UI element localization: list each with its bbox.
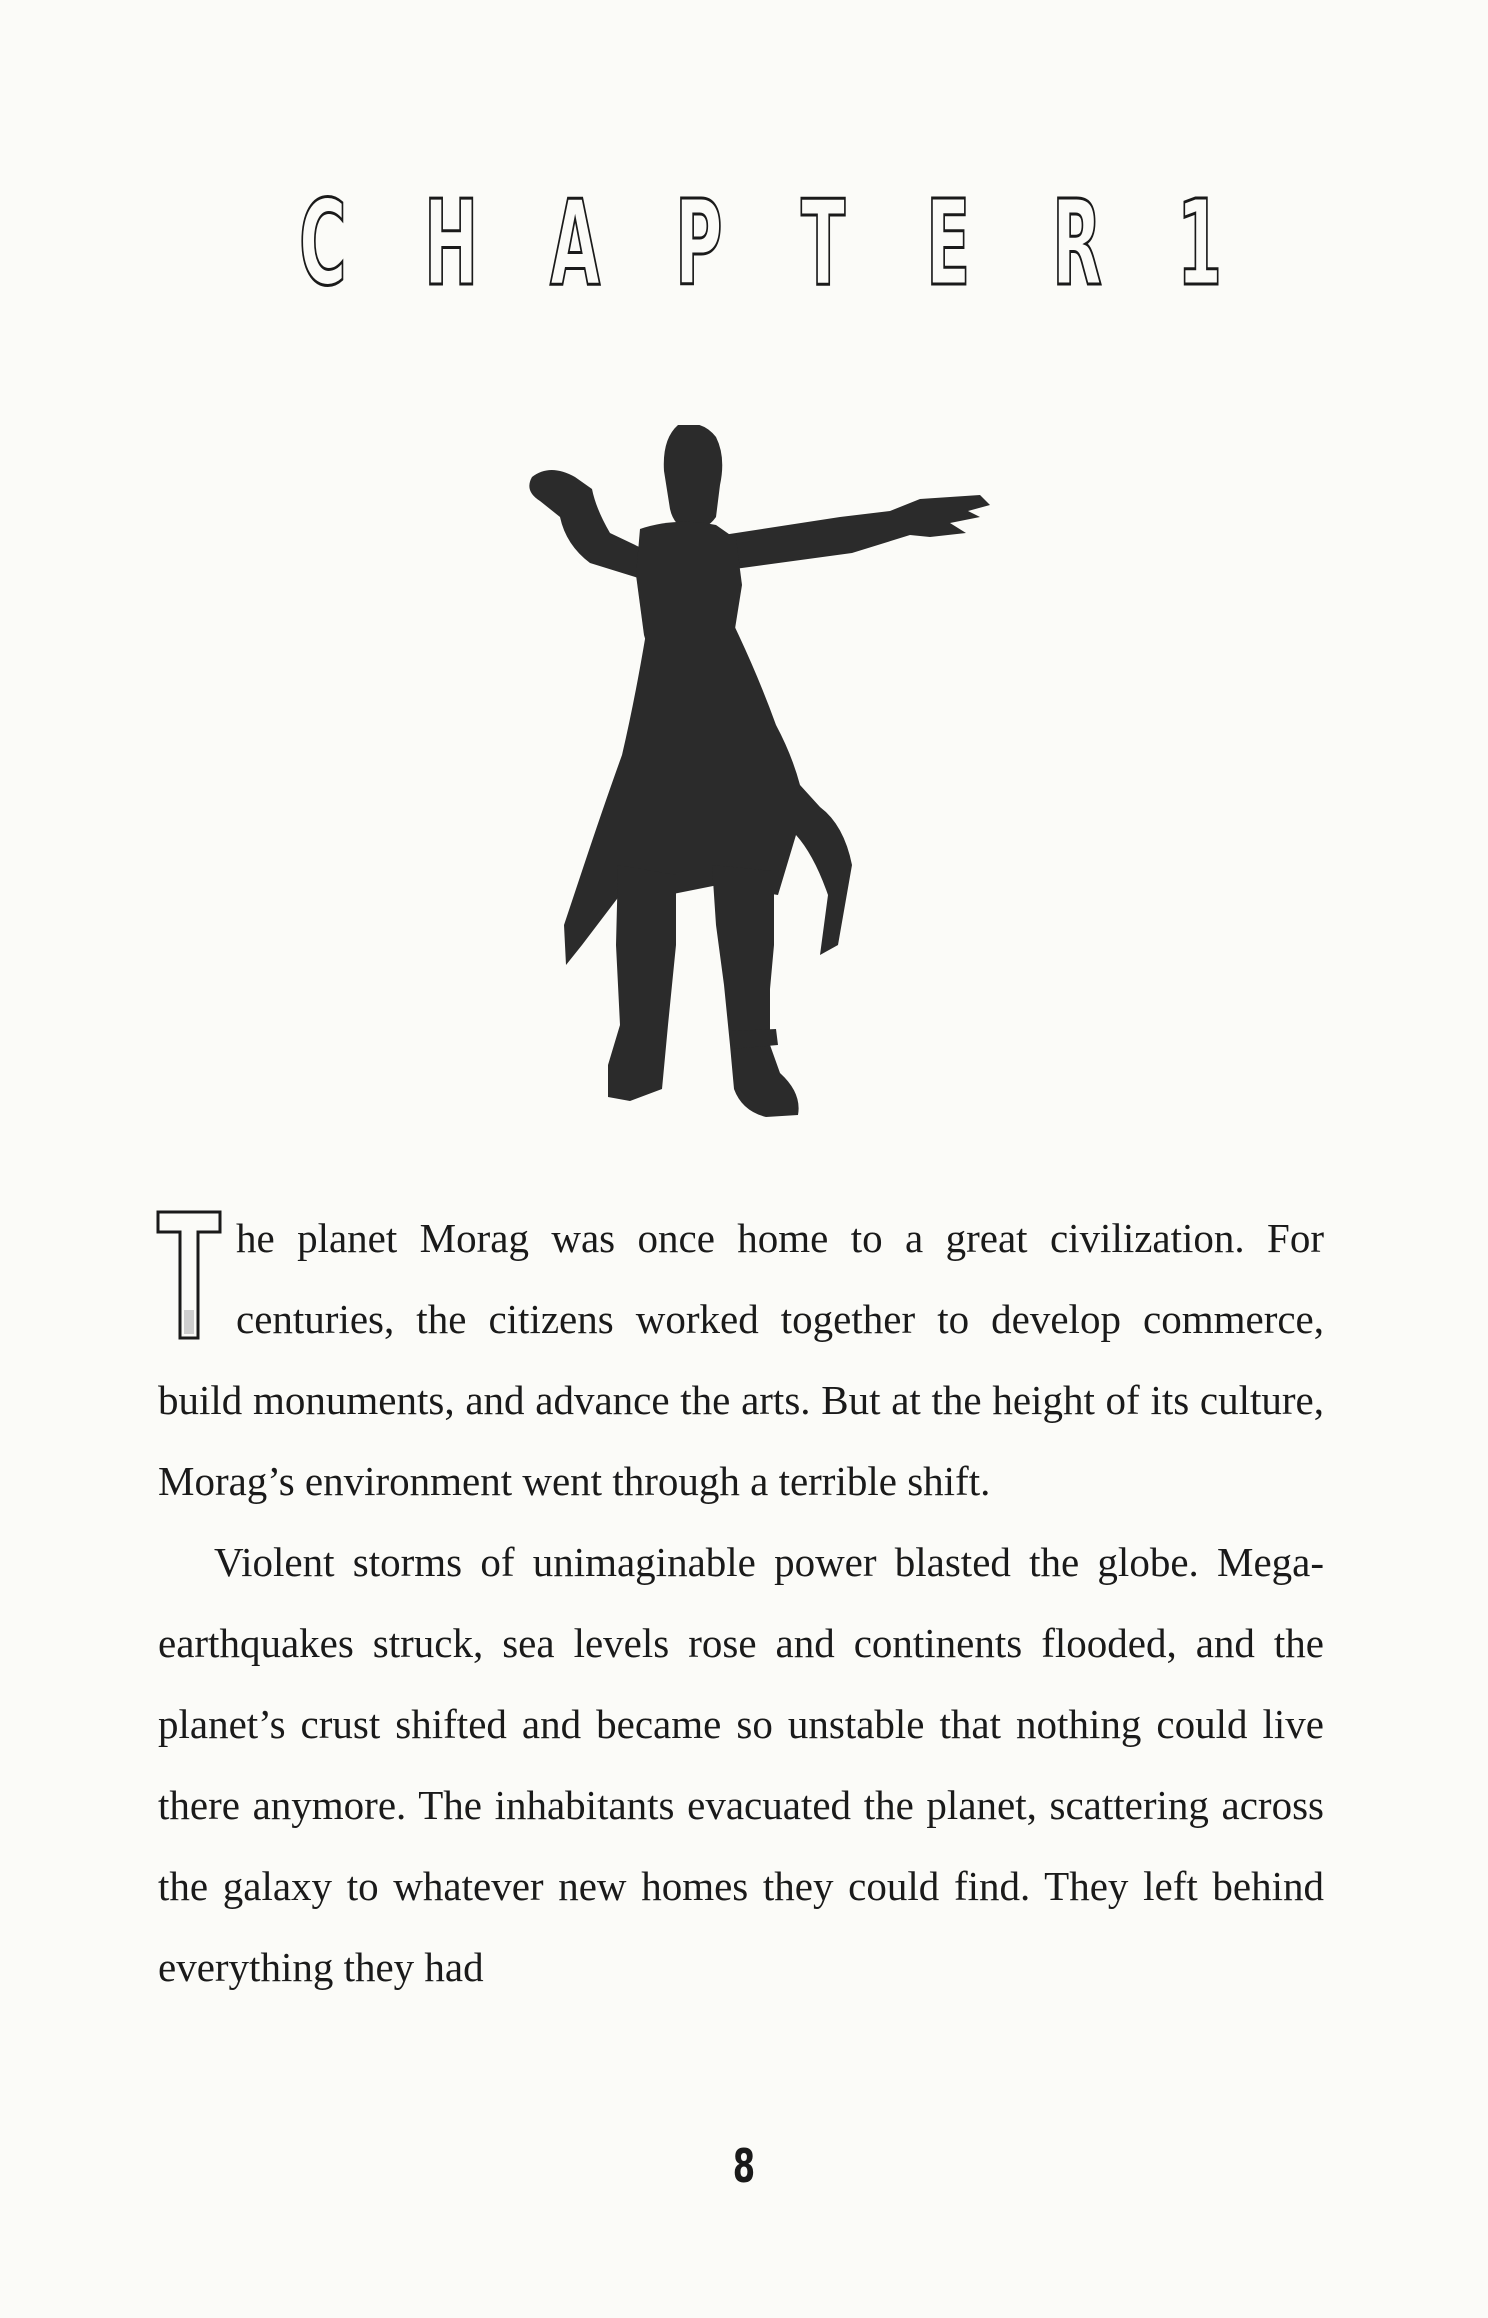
paragraph-2: Violent storms of unimaginable power blasted the globe. Mega-earthquakes struck, sea levels rose and continents flooded, and the planet’s crust shifted and became so unstable that nothing could live there anymore. The inhabitants evacuated the planet, scattering across the galaxy to whatever new homes they could find. They left behind everything they had bbox=[158, 1539, 1324, 1990]
paragraph-1 bbox=[158, 1198, 1324, 1522]
chapter-letter: H bbox=[424, 174, 479, 312]
chapter-number: 1 bbox=[1176, 174, 1223, 312]
page-number-text: 8 bbox=[732, 2139, 756, 2193]
chapter-letter: P bbox=[675, 174, 723, 312]
chapter-letter: R bbox=[1051, 174, 1102, 312]
drop-cap bbox=[156, 1210, 222, 1340]
chapter-heading bbox=[285, 174, 1225, 312]
chapter-letter: T bbox=[800, 174, 845, 312]
paragraph-1-text: he planet Morag was once home to a great civilization. For centuries, the citizens worked together to develop commerce, build monuments, and advance the arts. But at the height of its culture, Morag’s environment went through a terrible shift. bbox=[158, 1215, 1324, 1504]
chapter-letter: E bbox=[926, 174, 971, 312]
chapter-letter: C bbox=[298, 174, 347, 312]
star-lord-silhouette-icon bbox=[480, 425, 1020, 1125]
drop-cap-letter bbox=[156, 1340, 157, 1341]
body-text bbox=[158, 1198, 1324, 2008]
drop-cap-glyph bbox=[156, 1210, 222, 1340]
page-number bbox=[0, 2136, 1488, 2196]
chapter-letter: A bbox=[549, 174, 601, 312]
